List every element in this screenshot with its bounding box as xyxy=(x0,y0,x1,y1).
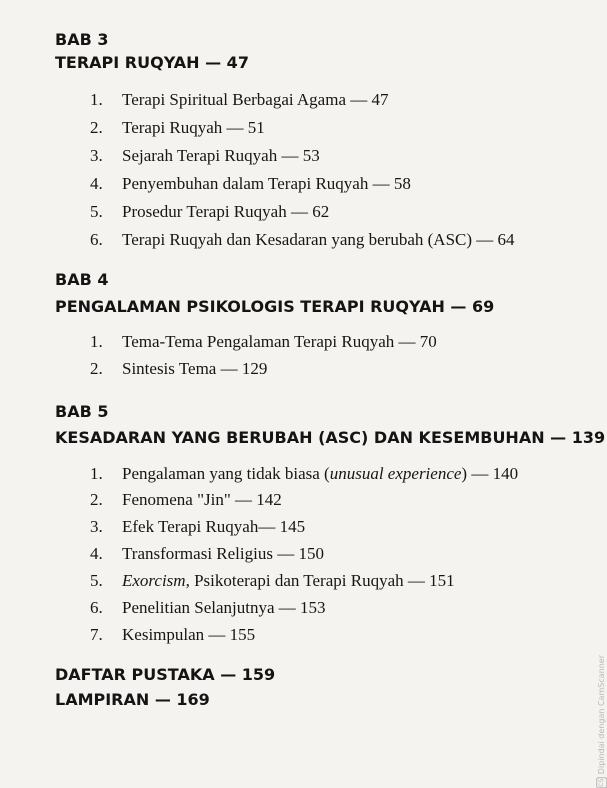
entry-text: Efek Terapi Ruqyah— 145 xyxy=(122,517,306,536)
chapter-3-label: BAB 3 xyxy=(55,30,109,49)
entry-number: 1. xyxy=(90,332,103,351)
entry-text: Transformasi Religius — 150 xyxy=(122,544,324,563)
entry-text-pre: Pengalaman yang tidak biasa ( xyxy=(122,464,330,483)
chapter-5-title: KESADARAN YANG BERUBAH (ASC) DAN KESEMBUHAN — 139 xyxy=(55,428,606,447)
entry-text: Terapi Ruqyah dan Kesadaran yang berubah (ASC) — 64 xyxy=(122,230,515,249)
entry-number: 3. xyxy=(90,517,103,536)
appendix-entry: LAMPIRAN — 169 xyxy=(55,690,210,709)
toc-entry xyxy=(90,146,320,166)
entry-text-italic: unusual experience xyxy=(329,464,462,483)
toc-entry xyxy=(90,90,389,110)
toc-entry xyxy=(90,517,305,537)
entry-text-post: ) — 140 xyxy=(461,464,519,483)
entry-text: Fenomena "Jin" — 142 xyxy=(122,490,282,509)
toc-entry xyxy=(90,359,267,379)
toc-entry xyxy=(90,625,255,645)
entry-number: 6. xyxy=(90,598,103,617)
entry-text-italic: Exorcism xyxy=(122,571,186,590)
entry-number: 2. xyxy=(90,359,103,378)
toc-entry xyxy=(90,464,518,484)
entry-number: 2. xyxy=(90,118,103,137)
entry-number: 4. xyxy=(90,544,103,563)
toc-entry xyxy=(90,598,326,618)
entry-number: 2. xyxy=(90,490,103,509)
entry-text: Sejarah Terapi Ruqyah — 53 xyxy=(122,146,320,165)
entry-text: Kesimpulan — 155 xyxy=(122,625,256,644)
toc-entry xyxy=(90,490,282,510)
entry-text: Penyembuhan dalam Terapi Ruqyah — 58 xyxy=(122,174,411,193)
entry-text: Terapi Ruqyah — 51 xyxy=(122,118,265,137)
toc-entry xyxy=(90,174,411,194)
entry-number: 7. xyxy=(90,625,103,644)
entry-text xyxy=(122,464,518,483)
entry-number: 1. xyxy=(90,90,103,109)
entry-text: Tema-Tema Pengalaman Terapi Ruqyah — 70 xyxy=(122,332,437,351)
entry-number: 5. xyxy=(90,571,103,590)
toc-entry xyxy=(90,544,324,564)
chapter-4-label: BAB 4 xyxy=(55,270,109,289)
entry-text: Penelitian Selanjutnya — 153 xyxy=(122,598,326,617)
entry-text: Terapi Spiritual Berbagai Agama — 47 xyxy=(122,90,389,109)
entry-number: 4. xyxy=(90,174,103,193)
bibliography-entry: DAFTAR PUSTAKA — 159 xyxy=(55,665,276,684)
scanner-watermark xyxy=(596,655,607,788)
chapter-5-label: BAB 5 xyxy=(55,402,109,421)
toc-entry xyxy=(90,571,455,591)
toc-entry xyxy=(90,118,265,138)
entry-text: Prosedur Terapi Ruqyah — 62 xyxy=(122,202,330,221)
toc-entry xyxy=(90,332,437,352)
watermark-text: Dipindai dengan CamScanner xyxy=(597,655,606,775)
chapter-3-title: TERAPI RUQYAH — 47 xyxy=(55,53,249,72)
entry-text-post: , Psikoterapi dan Terapi Ruqyah — 151 xyxy=(185,571,455,590)
camscanner-logo-icon: CS xyxy=(598,778,605,787)
entry-number: 1. xyxy=(90,464,103,483)
entry-text xyxy=(122,571,455,590)
entry-number: 6. xyxy=(90,230,103,249)
chapter-4-title: PENGALAMAN PSIKOLOGIS TERAPI RUQYAH — 69 xyxy=(55,297,495,316)
entry-number: 3. xyxy=(90,146,103,165)
toc-entry xyxy=(90,202,329,222)
entry-text: Sintesis Tema — 129 xyxy=(122,359,268,378)
toc-entry xyxy=(90,230,515,250)
entry-number: 5. xyxy=(90,202,103,221)
